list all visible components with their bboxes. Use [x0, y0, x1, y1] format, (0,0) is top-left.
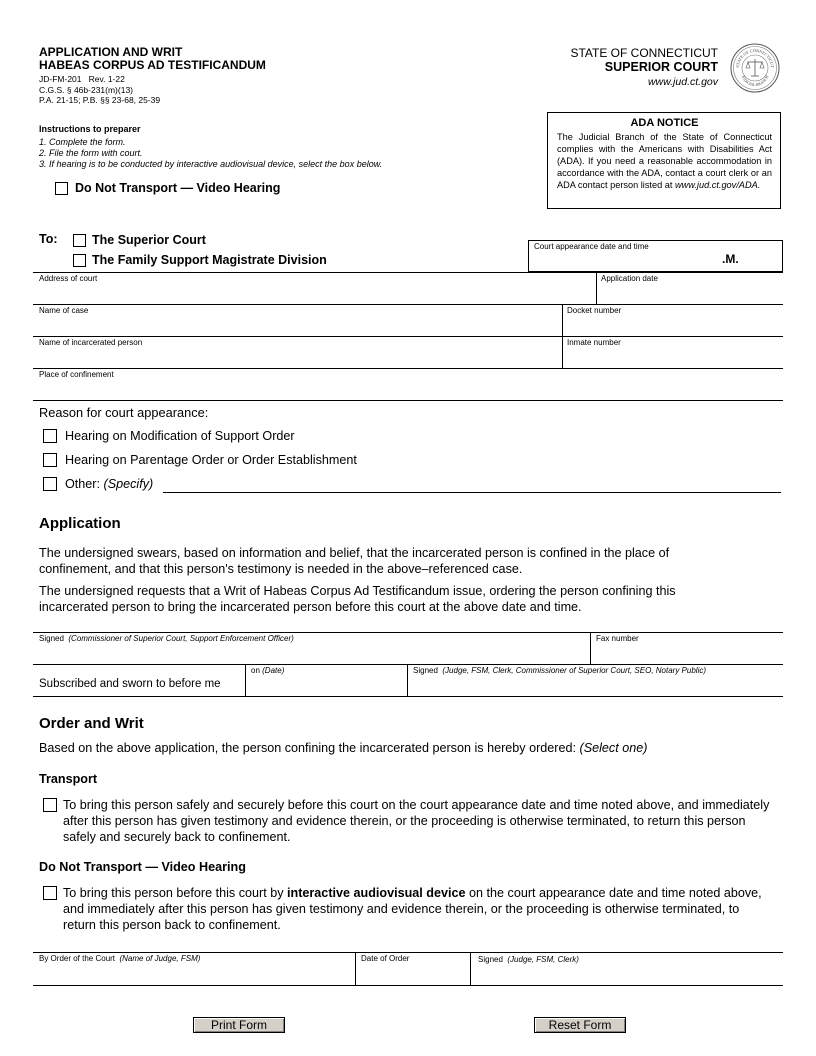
reason-parentage-label: Hearing on Parentage Order or Order Establishment [65, 453, 357, 467]
form-meta [39, 74, 160, 106]
form-title-line1: APPLICATION AND WRIT [39, 45, 183, 59]
form-title [39, 46, 266, 72]
print-form-button[interactable]: Print Form [193, 1017, 285, 1033]
reason-other-specify-line[interactable] [163, 492, 781, 493]
ada-notice-text [557, 131, 772, 191]
court-website: www.jud.ct.gov [647, 76, 718, 88]
ada-notice-link[interactable]: www.jud.ct.gov/ADA. [674, 180, 761, 190]
address-of-court-input[interactable] [34, 283, 594, 303]
docket-number-label: Docket number [567, 306, 622, 315]
judge-name-input[interactable] [34, 963, 353, 984]
applicant-signature-input[interactable] [34, 643, 588, 663]
video-hearing-checkbox[interactable] [43, 886, 57, 905]
court-appearance-label: Court appearance date and time [534, 242, 649, 251]
reason-other-checkbox[interactable] [43, 477, 57, 491]
sworn-label: Subscribed and sworn to before me [39, 678, 221, 690]
application-heading: Application [39, 515, 121, 532]
ada-notice-title: ADA NOTICE [630, 117, 699, 129]
reason-option-3 [43, 477, 153, 491]
to-label: To: [39, 232, 58, 246]
instruction-step-3: 3. If hearing is to be conducted by interactive audiovisual device, select the box below. [39, 159, 383, 169]
reason-other-label: Other: (Specify) [65, 477, 154, 491]
statute-line1: C.G.S. § 46b-231(m)(13) [39, 84, 134, 95]
order-intro: Based on the above application, the person confining the incarcerated person is hereby ordered: (Select one) [39, 741, 648, 755]
superior-court-label: The Superior Court [92, 233, 206, 247]
video-hearing-top [55, 181, 280, 195]
video-hearing-top-label: Do Not Transport — Video Hearing [75, 181, 281, 195]
court-header [570, 46, 718, 89]
court-name: SUPERIOR COURT [604, 60, 718, 74]
form-title-line2: HABEAS CORPUS AD TESTIFICANDUM [39, 58, 266, 72]
transport-checkbox[interactable] [43, 798, 57, 817]
application-date-input[interactable] [598, 283, 782, 303]
order-heading: Order and Writ [39, 715, 144, 732]
docket-number-input[interactable] [564, 315, 782, 335]
application-para-1: The undersigned swears, based on information and belief, that the incarcerated person is confined in the place of confinement, and that this person's testimony is needed in the above–referenced case. [39, 546, 670, 576]
ada-notice-body: The Judicial Branch of the State of Connecticut complies with the Americans with Disabilities Act (ADA). If you need a reasonable accommodation in accordance with the ADA, contact a court clerk or an ADA contact person listed at [557, 132, 772, 190]
reason-option-1 [43, 429, 295, 443]
instruction-step-2: 2. File the form with court. [39, 148, 143, 158]
sworn-date-input[interactable] [247, 675, 405, 695]
form-rev: Rev. 1-22 [88, 74, 125, 84]
court-appearance-field[interactable] [528, 240, 783, 272]
sworn-date-label: on (Date) [251, 666, 285, 675]
seal-bottom-text: JUDICIAL BRANCH [740, 74, 770, 88]
application-date-label: Application date [601, 274, 658, 283]
to-option-fsmd [73, 253, 327, 267]
place-of-confinement-input[interactable] [34, 379, 782, 399]
reason-heading: Reason for court appearance: [39, 405, 209, 420]
video-hearing-text: To bring this person before this court by interactive audiovisual device on the court appearance date and time noted above, and immediately after this person has given testimony and evidence therein, or the proceeding is otherwise terminated, to return this person back to confinement. [63, 886, 762, 932]
transport-heading: Transport [39, 772, 98, 786]
date-of-order-label: Date of Order [361, 954, 410, 963]
name-of-case-label: Name of case [39, 306, 89, 315]
seal-top-text: STATE OF CONNECTICUT [734, 47, 776, 68]
to-option-superior [73, 233, 206, 247]
ampm-label: .M. [722, 252, 739, 266]
notary-signed-label: Signed (Judge, FSM, Clerk, Commissioner of Superior Court, SEO, Notary Public) [413, 666, 707, 675]
reason-modification-checkbox[interactable] [43, 429, 57, 443]
family-support-checkbox[interactable] [73, 254, 86, 267]
inmate-number-input[interactable] [564, 347, 782, 367]
reset-form-button[interactable]: Reset Form [534, 1017, 626, 1033]
video-hearing-heading: Do Not Transport — Video Hearing [39, 860, 246, 874]
video-hearing-top-checkbox[interactable] [55, 182, 68, 195]
instructions [39, 124, 509, 170]
date-of-order-input[interactable] [357, 963, 468, 984]
ada-notice [547, 112, 781, 209]
form-id: JD-FM-201 [39, 74, 82, 84]
instructions-heading: Instructions to preparer [39, 124, 141, 134]
reason-modification-label: Hearing on Modification of Support Order [65, 429, 295, 443]
application-para-2: The undersigned requests that a Writ of Habeas Corpus Ad Testificandum issue, ordering the person confining this incarcerated person to bring the incarcerated person before this court at the above date and time. [39, 584, 676, 614]
order-signature-input[interactable] [472, 963, 782, 984]
superior-court-checkbox[interactable] [73, 234, 86, 247]
notary-signature-input[interactable] [409, 675, 782, 695]
incarcerated-name-input[interactable] [34, 347, 560, 367]
name-of-case-input[interactable] [34, 315, 560, 335]
incarcerated-name-label: Name of incarcerated person [39, 338, 143, 347]
state-seal-icon [730, 43, 780, 93]
order-signed-label: Signed (Judge, FSM, Clerk) [478, 955, 579, 964]
family-support-label: The Family Support Magistrate Division [92, 253, 327, 267]
state-name: STATE OF CONNECTICUT [570, 46, 718, 60]
reason-parentage-checkbox[interactable] [43, 453, 57, 467]
applicant-signed-label: Signed (Commissioner of Superior Court, Support Enforcement Officer) [39, 634, 294, 643]
statute-line2: P.A. 21-15; P.B. §§ 23-68, 25-39 [39, 95, 161, 105]
fax-number-label: Fax number [596, 634, 639, 643]
transport-text: To bring this person safely and securely before this court on the court appearance date and time noted above, and immediately after this person has given testimony and evidence therein, or the proceeding is otherwise terminated, to return this person safely and securely back to confinement. [63, 798, 770, 844]
reason-option-2 [43, 453, 357, 467]
fax-number-input[interactable] [592, 643, 782, 663]
place-of-confinement-label: Place of confinement [39, 370, 114, 379]
instruction-step-1: 1. Complete the form. [39, 137, 126, 147]
inmate-number-label: Inmate number [567, 338, 621, 347]
address-of-court-label: Address of court [39, 274, 98, 283]
by-order-label: By Order of the Court (Name of Judge, FSM) [39, 954, 201, 963]
